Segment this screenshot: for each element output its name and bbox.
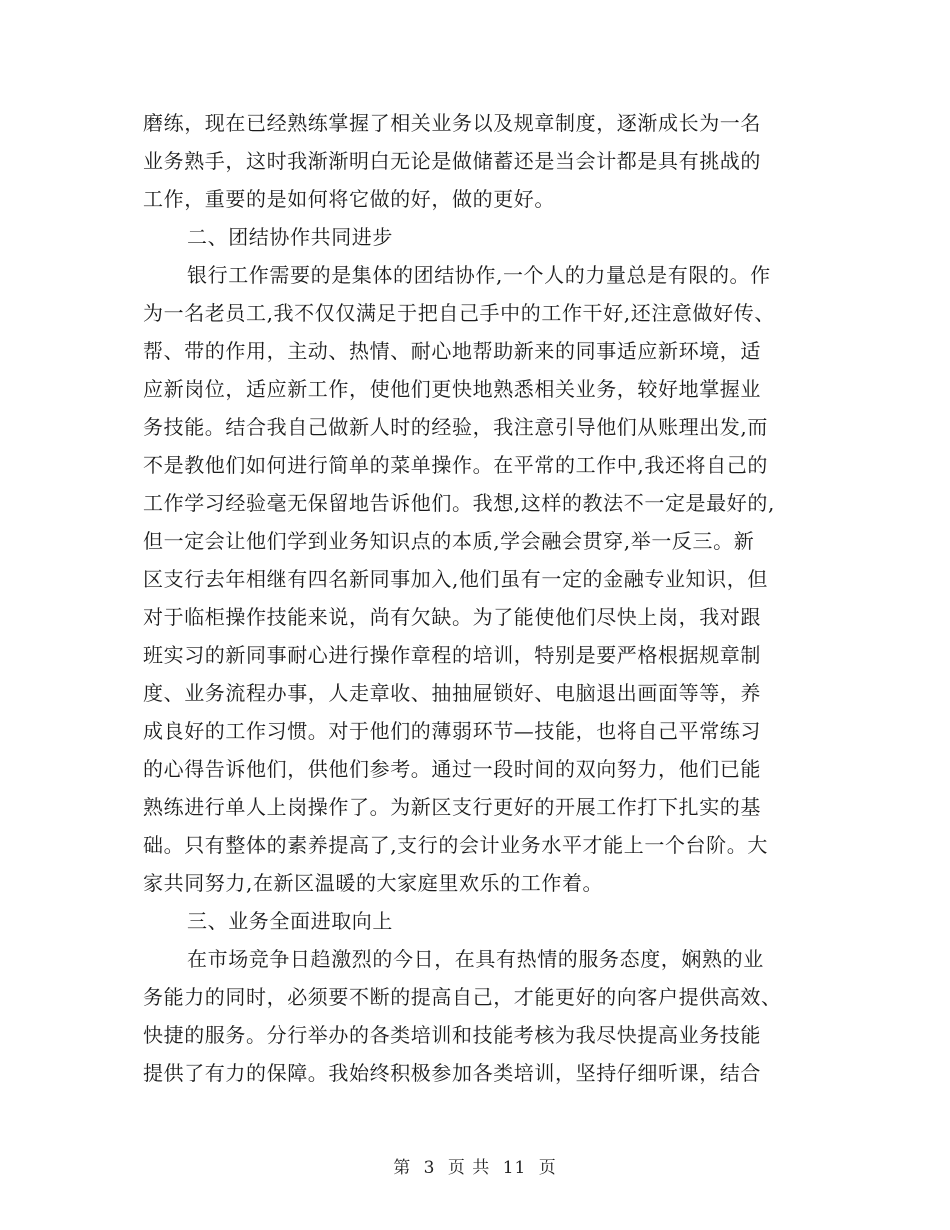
footer-suffix: 页 xyxy=(538,1158,557,1178)
text-line: 银行工作需要的是集体的团结协作,一个人的力量总是有限的。作 xyxy=(187,263,771,287)
text-line: 成良好的工作习惯。对于他们的薄弱环节—技能，也将自己平常练习 xyxy=(143,719,761,743)
text-line: 务能力的同时，必须要不断的提高自己，才能更好的向客户提供高效、 xyxy=(143,985,782,1009)
text-line: 不是教他们如何进行简单的菜单操作。在平常的工作中,我还将自己的 xyxy=(143,453,768,477)
text-line: 提供了有力的保障。我始终积极参加各类培训，坚持仔细听课，结合 xyxy=(143,1061,761,1085)
text-line: 度、业务流程办事，人走章收、抽抽屉锁好、电脑退出画面等等，养 xyxy=(143,681,761,705)
text-line: 快捷的服务。分行举办的各类培训和技能考核为我尽快提高业务技能 xyxy=(143,1023,761,1047)
text-line: 在市场竞争日趋激烈的今日，在具有热情的服务态度，娴熟的业 xyxy=(187,947,764,971)
footer-prefix: 第 xyxy=(393,1158,412,1178)
text-line: 础。只有整体的素养提高了,支行的会计业务水平才能上一个台阶。大 xyxy=(143,833,768,857)
text-line: 为一名老员工,我不仅仅满足于把自己手中的工作干好,还注意做好传、 xyxy=(143,301,775,325)
text-line: 的心得告诉他们，供他们参考。通过一段时间的双向努力，他们已能 xyxy=(143,757,761,781)
text-line: 区支行去年相继有四名新同事加入,他们虽有一定的金融专业知识，但 xyxy=(143,567,768,591)
text-line: 但一定会让他们学到业务知识点的本质,学会融会贯穿,举一反三。新 xyxy=(143,529,755,553)
text-line: 家共同努力,在新区温暖的大家庭里欢乐的工作着。 xyxy=(143,871,604,895)
text-line: 熟练进行单人上岗操作了。为新区支行更好的开展工作打下扎实的基 xyxy=(143,795,761,819)
text-line: 班实习的新同事耐心进行操作章程的培训，特别是要严格根据规章制 xyxy=(143,643,761,667)
document-body xyxy=(143,104,813,1092)
text-line: 磨练，现在已经熟练掌握了相关业务以及规章制度，逐渐成长为一名 xyxy=(143,111,761,135)
text-line: 务技能。结合我自己做新人时的经验，我注意引导他们从账理出发,而 xyxy=(143,415,768,439)
text-line: 业务熟手，这时我渐渐明白无论是做储蓄还是当会计都是具有挑战的 xyxy=(143,149,761,173)
text-line: 应新岗位，适应新工作，使他们更快地熟悉相关业务，较好地掌握业 xyxy=(143,377,761,401)
current-page-number: 3 xyxy=(423,1158,436,1178)
text-line: 工作，重要的是如何将它做的好，做的更好。 xyxy=(143,187,555,211)
total-page-count: 11 xyxy=(502,1158,527,1178)
footer-middle: 页 共 xyxy=(447,1158,491,1178)
page-footer xyxy=(0,1153,950,1178)
section-heading: 三、业务全面进取向上 xyxy=(187,909,393,933)
text-line: 帮、带的作用，主动、热情、耐心地帮助新来的同事适应新环境，适 xyxy=(143,339,761,363)
text-line: 工作学习经验毫无保留地告诉他们。我想,这样的教法不一定是最好的, xyxy=(143,491,775,515)
section-heading: 二、团结协作共同进步 xyxy=(187,225,393,249)
text-line: 对于临柜操作技能来说，尚有欠缺。为了能使他们尽快上岗，我对跟 xyxy=(143,605,761,629)
